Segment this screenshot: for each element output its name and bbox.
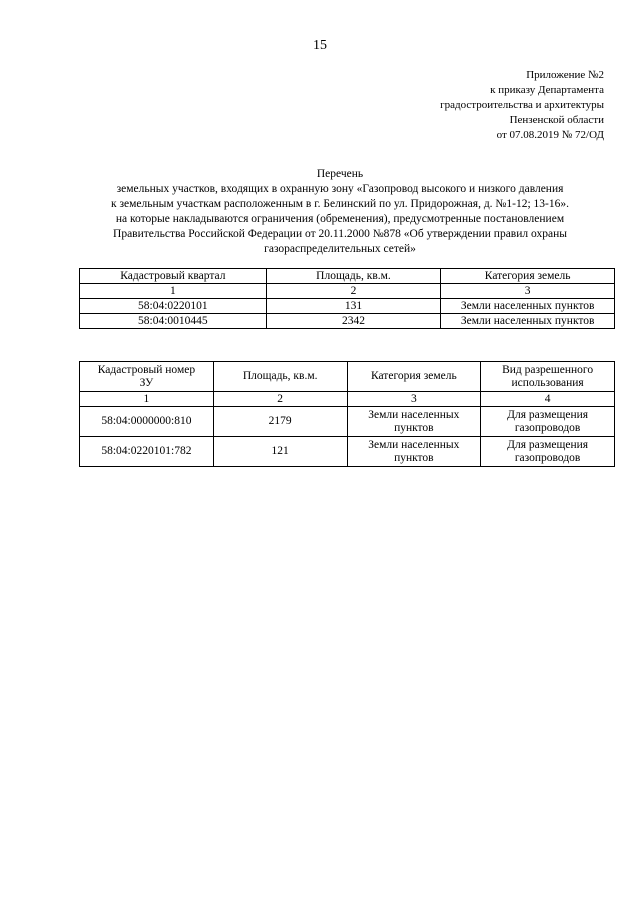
column-number-row	[80, 284, 615, 299]
table-header-row	[80, 362, 615, 392]
cell-line: пунктов	[394, 451, 434, 464]
column-number: 3	[441, 284, 615, 299]
column-number: 4	[481, 392, 615, 407]
table-row	[80, 437, 615, 467]
cell-line: газопроводов	[514, 421, 581, 434]
column-number: 2	[266, 284, 441, 299]
table-cell	[213, 407, 347, 437]
table-cell: 131	[266, 299, 441, 314]
cell-line: 58:04:0220101:782	[101, 445, 192, 457]
column-number: 1	[80, 392, 214, 407]
title-line: Правительства Российской Федерации от 20.11.2000 №878 «Об утверждении правил охраны	[113, 228, 567, 240]
header-line: Кадастровый номер	[97, 363, 196, 376]
header-cell: Кадастровый квартал	[80, 269, 267, 284]
appendix-line: к приказу Департамента	[490, 84, 604, 96]
table-cell	[347, 407, 481, 437]
title-line: земельных участков, входящих в охранную зону «Газопровод высокого и низкого давления	[116, 183, 564, 195]
table-cell: Земли населенных пунктов	[441, 299, 615, 314]
title-line: к земельным участкам расположенным в г. Белинский по ул. Придорожная, д. №1-12; 13-16».	[110, 198, 569, 210]
table-cell	[481, 437, 615, 467]
table-row	[80, 314, 615, 329]
table-cell: Земли населенных пунктов	[441, 314, 615, 329]
cell-line: газопроводов	[514, 451, 581, 464]
table-cell: 58:04:0010445	[80, 314, 267, 329]
header-cell	[80, 362, 214, 392]
table-cell	[481, 407, 615, 437]
column-number-row	[80, 392, 615, 407]
table-row	[80, 299, 615, 314]
title-line: газораспределительных сетей»	[264, 243, 416, 255]
cell-line: 121	[271, 445, 289, 457]
appendix-line: Пензенской области	[509, 114, 604, 126]
appendix-line: градостроительства и архитектуры	[440, 99, 604, 111]
title-line: на которые накладываются ограничения (обременения), предусмотренные постановлением	[115, 213, 565, 225]
cell-line: Земли населенных	[368, 408, 460, 421]
column-number: 3	[347, 392, 481, 407]
cell-line: 58:04:0000000:810	[101, 415, 192, 427]
table-cell	[213, 437, 347, 467]
header-cell	[481, 362, 615, 392]
table-cell: 2342	[266, 314, 441, 329]
header-line: ЗУ	[139, 376, 154, 389]
cadastral-quarter-table	[79, 268, 615, 329]
table-cell	[80, 407, 214, 437]
table-header-row	[80, 269, 615, 284]
appendix-line: Приложение №2	[526, 69, 604, 81]
appendix-line: от 07.08.2019 № 72/ОД	[496, 129, 604, 141]
header-line: Площадь, кв.м.	[242, 370, 318, 382]
document-title	[60, 167, 620, 257]
land-plot-table	[79, 361, 615, 467]
column-number: 2	[213, 392, 347, 407]
table-cell: 58:04:0220101	[80, 299, 267, 314]
header-cell: Площадь, кв.м.	[266, 269, 441, 284]
header-cell: Категория земель	[441, 269, 615, 284]
cell-line: Земли населенных	[368, 438, 460, 451]
header-cell	[213, 362, 347, 392]
cell-line: Для размещения	[507, 408, 589, 421]
appendix-block	[440, 68, 604, 143]
cell-line: 2179	[268, 415, 292, 427]
title-line: Перечень	[316, 168, 364, 180]
cell-line: пунктов	[394, 421, 434, 434]
header-cell	[347, 362, 481, 392]
cell-line: Для размещения	[507, 438, 589, 451]
header-line: Категория земель	[370, 370, 457, 382]
column-number: 1	[80, 284, 267, 299]
table-row	[80, 407, 615, 437]
header-line: использования	[511, 376, 584, 389]
table-cell	[80, 437, 214, 467]
header-line: Вид разрешенного	[502, 363, 594, 376]
table-cell	[347, 437, 481, 467]
page-number: 15	[313, 38, 327, 53]
